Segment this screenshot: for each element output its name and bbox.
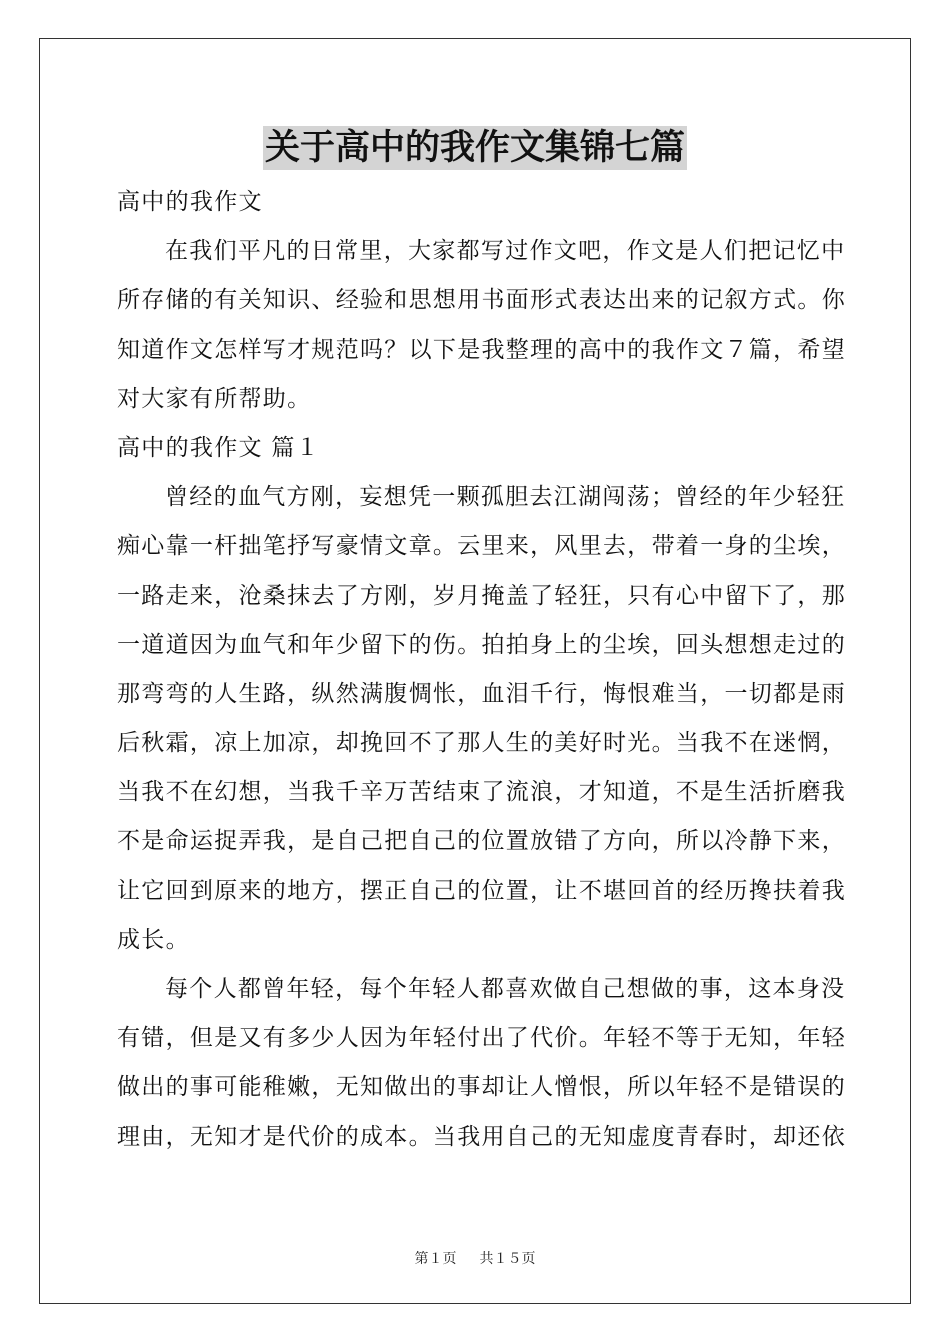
text-line: 一路走来，沧桑抹去了方刚，岁月掩盖了轻狂，只有心中留下了，那 xyxy=(117,582,846,609)
page-total: 共１５页 xyxy=(479,1251,536,1267)
text-line: 所存储的有关知识、经验和思想用书面形式表达出来的记叙方式。你 xyxy=(117,287,846,314)
title-wrap xyxy=(0,126,950,170)
text-line: 痴心靠一杆拙笔抒写豪情文章。云里来，风里去，带着一身的尘埃， xyxy=(117,533,846,560)
text-line: 后秋霜，凉上加凉，却挽回不了那人生的美好时光。当我不在迷惘， xyxy=(117,730,846,757)
text-line: 那弯弯的人生路，纵然满腹惆怅，血泪千行，悔恨难当，一切都是雨 xyxy=(117,680,846,707)
text-line: 做出的事可能稚嫩，无知做出的事却让人憎恨，所以年轻不是错误的 xyxy=(117,1074,846,1101)
page-number: 第１页 xyxy=(414,1251,457,1267)
text-line: 不是命运捉弄我，是自己把自己的位置放错了方向，所以冷静下来， xyxy=(117,828,846,855)
text-line: 有错，但是又有多少人因为年轻付出了代价。年轻不等于无知，年轻 xyxy=(117,1025,846,1052)
document-body xyxy=(117,178,846,1162)
text-line: 在我们平凡的日常里，大家都写过作文吧，作文是人们把记忆中 xyxy=(165,238,846,265)
document-title: 关于高中的我作文集锦七篇 xyxy=(264,127,685,168)
text-line: 曾经的血气方刚，妄想凭一颗孤胆去江湖闯荡；曾经的年少轻狂 xyxy=(165,484,846,511)
text-line: 高中的我作文 篇１ xyxy=(117,434,321,461)
text-line: 理由，无知才是代价的成本。当我用自己的无知虚度青春时，却还依 xyxy=(117,1123,846,1150)
text-line: 成长。 xyxy=(117,926,190,953)
text-line: 对大家有所帮助。 xyxy=(117,385,312,412)
text-line: 高中的我作文 xyxy=(117,189,263,215)
page-footer xyxy=(0,1248,950,1268)
text-line: 让它回到原来的地方，摆正自己的位置，让不堪回首的经历搀扶着我 xyxy=(117,877,846,904)
text-line: 每个人都曾年轻，每个年轻人都喜欢做自己想做的事，这本身没 xyxy=(165,976,846,1002)
text-line: 一道道因为血气和年少留下的伤。拍拍身上的尘埃，回头想想走过的 xyxy=(117,631,846,658)
text-line: 当我不在幻想，当我千辛万苦结束了流浪，才知道，不是生活折磨我 xyxy=(117,779,846,806)
text-line: 知道作文怎样写才规范吗？以下是我整理的高中的我作文７篇，希望 xyxy=(117,336,846,363)
